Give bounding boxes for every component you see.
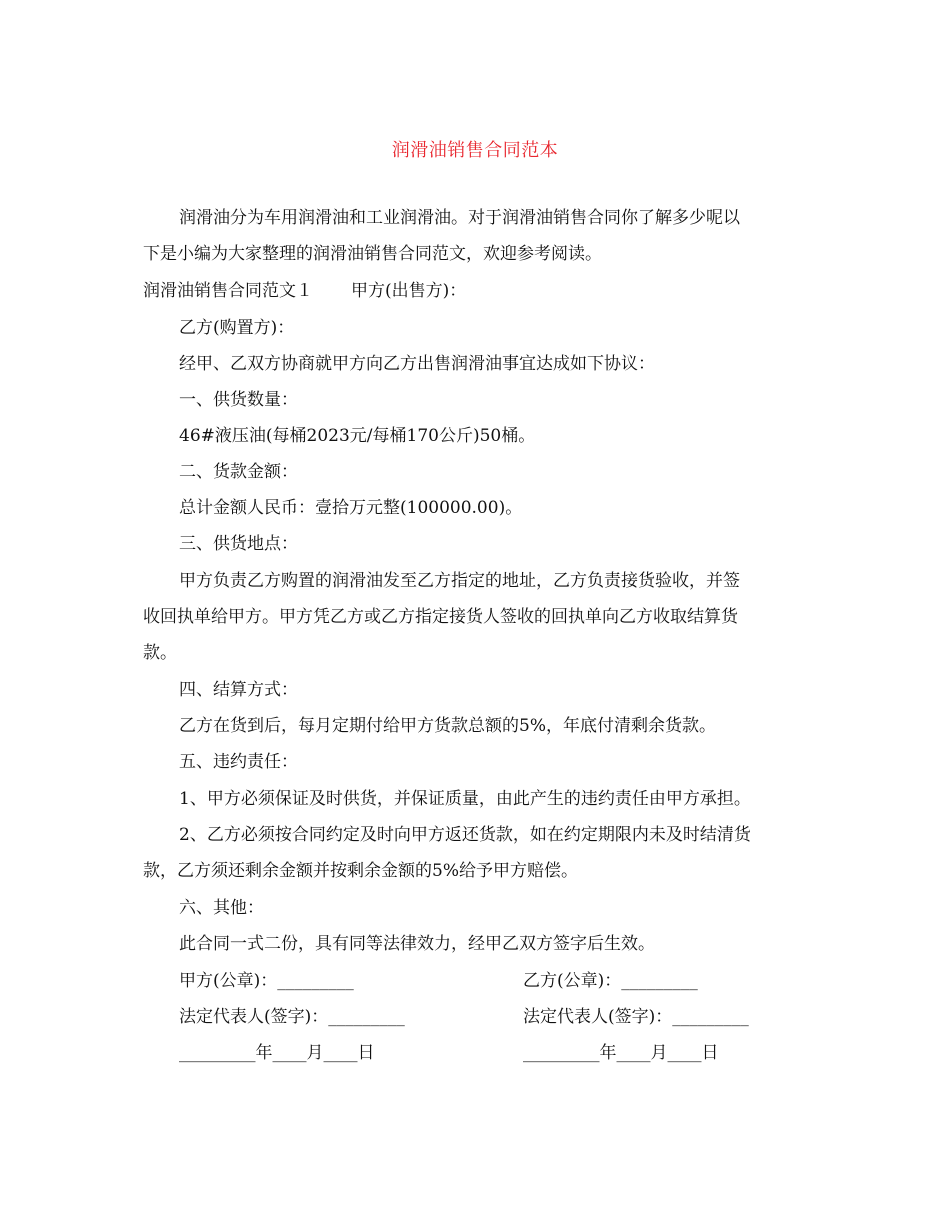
party-a-date-line: _________年____月____日 [179, 1043, 375, 1063]
intro-line-1: 润滑油分为车用润滑油和工业润滑油。对于润滑油销售合同你了解多少呢以 [179, 208, 740, 228]
section-2-title: 二、货款金额： [179, 462, 298, 482]
party-a-label: 甲方(出售方)： [351, 281, 467, 301]
sample-heading-row [143, 280, 466, 302]
section-1-body: 46#液压油(每桶2023元/每桶170公斤)50桶。 [179, 426, 536, 446]
party-b-representative-line: 法定代表人(签字)：_________ [523, 1007, 749, 1027]
section-4-title: 四、结算方式： [179, 680, 298, 700]
party-b-date-line: _________年____月____日 [523, 1043, 719, 1063]
party-a-representative-line: 法定代表人(签字)：_________ [179, 1007, 405, 1027]
sample-heading: 润滑油销售合同范文１ [143, 281, 313, 301]
section-4-body: 乙方在货到后，每月定期付给甲方货款总额的5%，年底付清剩余货款。 [179, 716, 716, 736]
section-5-item-2-line-1: 2、乙方必须按合同约定及时向甲方返还货款，如在约定期限内未及时结清货 [179, 825, 751, 845]
section-6-title: 六、其他： [179, 898, 264, 918]
section-6-body: 此合同一式二份，具有同等法律效力，经甲乙双方签字后生效。 [179, 934, 655, 954]
section-5-item-2-line-2: 款，乙方须还剩余金额并按剩余金额的5%给予甲方赔偿。 [143, 861, 578, 881]
section-3-line-2: 收回执单给甲方。甲方凭乙方或乙方指定接货人签收的回执单向乙方收取结算货 [143, 607, 738, 627]
party-b-label: 乙方(购置方)： [179, 318, 295, 338]
section-5-title: 五、违约责任： [179, 752, 298, 772]
intro-line-2: 下是小编为大家整理的润滑油销售合同范文，欢迎参考阅读。 [143, 244, 602, 264]
section-3-line-1: 甲方负责乙方购置的润滑油发至乙方指定的地址，乙方负责接货验收，并签 [179, 571, 740, 591]
document-title: 润滑油销售合同范本 [391, 140, 559, 161]
section-3-title: 三、供货地点： [179, 534, 298, 554]
section-2-body: 总计金额人民币：壹拾万元整(100000.00)。 [179, 498, 523, 518]
party-a-seal-line: 甲方(公章)：_________ [179, 971, 354, 991]
section-5-item-1: 1、甲方必须保证及时供货，并保证质量，由此产生的违约责任由甲方承担。 [179, 789, 751, 809]
preamble: 经甲、乙双方协商就甲方向乙方出售润滑油事宜达成如下协议： [179, 354, 655, 374]
section-1-title: 一、供货数量： [179, 390, 298, 410]
party-b-seal-line: 乙方(公章)：_________ [523, 971, 698, 991]
section-3-line-3: 款。 [143, 643, 177, 663]
